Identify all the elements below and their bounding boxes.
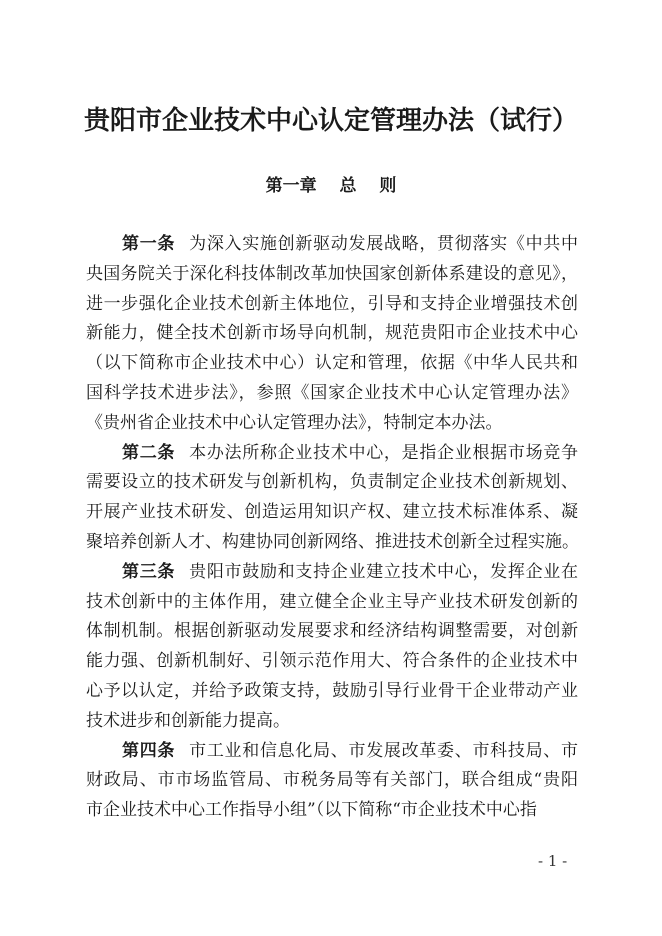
text-line [86, 737, 578, 767]
line-text: 本办法所称企业技术中心，是指企业根据市场竞争 [189, 442, 578, 463]
article-label: 第四条 [122, 740, 176, 761]
line-text: 新能力，健全技术创新市场导向机制，规范贵阳市企业技术中心 [86, 323, 578, 344]
text-line [86, 558, 578, 588]
line-text: 聚培养创新人才、构建协同创新网络、推进技术创新全过程实施。 [86, 531, 579, 552]
line-text: 技术创新中的主体作用，建立健全企业主导产业技术研发创新的 [86, 591, 578, 612]
text-line [86, 528, 578, 558]
line-text: 财政局、市市场监管局、市税务局等有关部门，联合组成“贵阳 [86, 770, 578, 791]
text-line [86, 647, 578, 677]
article-label: 第一条 [122, 234, 176, 254]
text-line [86, 439, 578, 469]
article [86, 439, 578, 558]
text-line [86, 498, 578, 528]
document-body [86, 230, 578, 826]
page-number: - 1 - [538, 852, 568, 870]
line-text: 国科学技术进步法》，参照《国家企业技术中心认定管理办法》 [86, 382, 578, 403]
text-line [86, 319, 578, 349]
line-text: 为深入实施创新驱动发展战略，贯彻落实《中共中 [189, 234, 578, 254]
chapter-heading: 第一章 总 则 [265, 176, 397, 196]
text-line [86, 230, 578, 260]
line-text: 需要设立的技术研发与创新机构，负责制定企业技术创新规划、 [86, 472, 578, 493]
line-text: 市企业技术中心工作指导小组”（以下简称“市企业技术中心指 [86, 800, 537, 821]
line-text: 央国务院关于深化科技体制改革加快国家创新体系建设的意见》， [86, 263, 578, 284]
article [86, 737, 578, 826]
line-text: 技术进步和创新能力提高。 [86, 710, 290, 731]
text-line [86, 617, 578, 647]
text-line [86, 588, 578, 618]
text-line [86, 766, 578, 796]
text-line [86, 796, 578, 826]
line-text: 《贵州省企业技术中心认定管理办法》，特制定本办法。 [86, 412, 503, 433]
text-line [86, 409, 578, 439]
line-text: 贵阳市鼓励和支持企业建立技术中心，发挥企业在 [189, 561, 578, 582]
article-label: 第二条 [122, 442, 176, 463]
line-text: 心予以认定，并给予政策支持，鼓励引导行业骨干企业带动产业 [86, 680, 578, 701]
article [86, 558, 578, 737]
line-text: 进一步强化企业技术创新主体地位，引导和支持企业增强技术创 [86, 293, 578, 314]
document-title: 贵阳市企业技术中心认定管理办法（试行） [83, 106, 578, 136]
text-line [86, 290, 578, 320]
text-line [86, 707, 578, 737]
text-line [86, 468, 578, 498]
text-line [86, 349, 578, 379]
line-text: 市工业和信息化局、市发展改革委、市科技局、市 [189, 740, 578, 761]
line-text: 开展产业技术研发、创造运用知识产权、建立技术标准体系、凝 [86, 502, 578, 523]
line-text: 能力强、创新机制好、引领示范作用大、符合条件的企业技术中 [86, 651, 578, 672]
text-line [86, 379, 578, 409]
text-line [86, 260, 578, 290]
text-line [86, 677, 578, 707]
line-text: （以下简称市企业技术中心）认定和管理，依据《中华人民共和 [86, 353, 578, 374]
article-label: 第三条 [122, 561, 176, 582]
article [86, 230, 578, 439]
line-text: 体制机制。根据创新驱动发展要求和经济结构调整需要，对创新 [86, 621, 578, 642]
